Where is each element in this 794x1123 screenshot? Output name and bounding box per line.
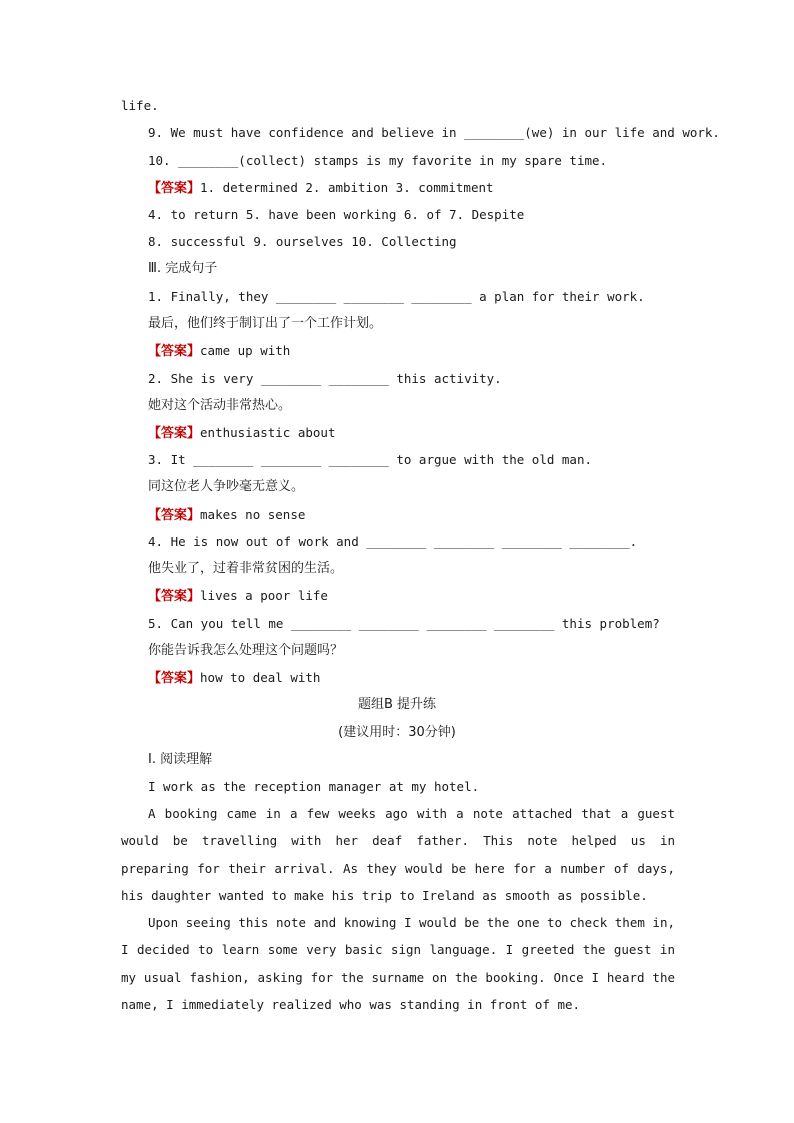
text-line: life.	[121, 98, 159, 113]
reading-paragraph-2: A booking came in a few weeks ago with a note attached that a guest would be travelling with her deaf father. This note helped us in preparing for their arrival. As they would be here for a number of days, his daughter wanted to make his trip to Ireland as smooth as possible.	[121, 806, 675, 904]
answer-line	[148, 179, 708, 198]
answer-tag: 【答案】	[148, 671, 201, 686]
answer-text: 1. determined 2. ambition 3. commitment	[200, 180, 494, 195]
answer-line: 4. to return 5. have been working 6. of 7. Despite	[148, 207, 525, 222]
answer-line	[148, 587, 708, 606]
answer-text: lives a poor life	[200, 588, 328, 603]
answer-line	[148, 342, 708, 361]
question-4: 4. He is now out of work and ________ ________ ________ ________.	[148, 534, 638, 549]
answer-line	[148, 506, 708, 525]
question-1: 1. Finally, they ________ ________ ________ a plan for their work.	[148, 289, 645, 304]
answer-text: how to deal with	[200, 670, 321, 685]
question-2-zh: 她对这个活动非常热心。	[148, 398, 292, 413]
answer-tag: 【答案】	[148, 508, 201, 523]
answer-line: 8. successful 9. ourselves 10. Collecting	[148, 234, 457, 249]
question-5-zh: 你能告诉我怎么处理这个问题吗？	[148, 643, 344, 658]
exercise-9: 9. We must have confidence and believe in ________(we) in our life and work.	[148, 125, 720, 140]
question-1-zh: 最后，他们终于制订出了一个工作计划。	[148, 316, 383, 331]
answer-tag: 【答案】	[148, 589, 201, 604]
question-4-zh: 他失业了，过着非常贫困的生活。	[148, 561, 344, 576]
reading-paragraph-1: I work as the reception manager at my hotel.	[148, 779, 480, 794]
answer-tag: 【答案】	[148, 181, 201, 196]
question-5: 5. Can you tell me ________ ________ ________ ________ this problem?	[148, 616, 660, 631]
question-3-zh: 同这位老人争吵毫无意义。	[148, 479, 305, 494]
answer-tag: 【答案】	[148, 344, 201, 359]
answer-line	[148, 424, 708, 443]
question-2: 2. She is very ________ ________ this activity.	[148, 371, 502, 386]
question-3: 3. It ________ ________ ________ to argue with the old man.	[148, 452, 593, 467]
answer-text: makes no sense	[200, 507, 306, 522]
group-title: 题组B 提升练	[357, 697, 437, 712]
reading-title: Ⅰ. 阅读理解	[148, 752, 213, 767]
section-title: Ⅲ. 完成句子	[148, 261, 218, 276]
exercise-10: 10. ________(collect) stamps is my favorite in my spare time.	[148, 153, 608, 168]
reading-paragraph-3: Upon seeing this note and knowing I would be the one to check them in, I decided to learn some very basic sign language. I greeted the guest in my usual fashion, asking for the surname on the booking. Once I heard the name, I immediately realized who was standing in front of me.	[121, 915, 675, 1013]
answer-text: enthusiastic about	[200, 425, 336, 440]
answer-tag: 【答案】	[148, 426, 201, 441]
answer-line	[148, 669, 708, 688]
answer-text: came up with	[200, 343, 291, 358]
time-hint: (建议用时：30分钟)	[338, 725, 456, 740]
